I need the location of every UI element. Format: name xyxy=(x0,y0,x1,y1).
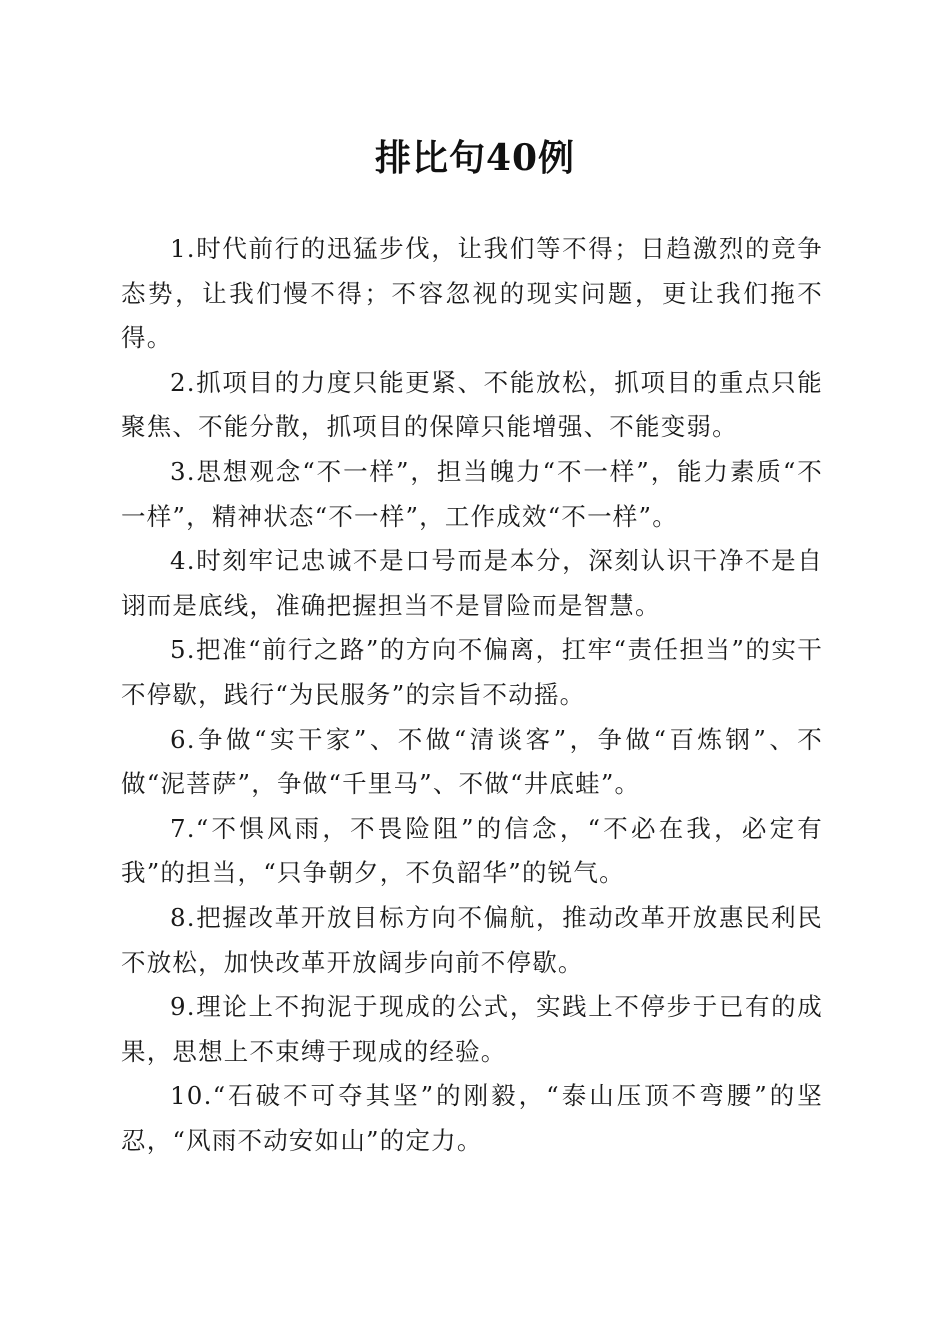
document-body xyxy=(121,227,823,1163)
paragraph-2: 2.抓项目的力度只能更紧、不能放松，抓项目的重点只能聚焦、不能分散，抓项目的保障只能增强、不能变弱。 xyxy=(121,367,823,442)
paragraph-7: 7.“不惧风雨，不畏险阻”的信念，“不必在我，必定有我”的担当，“只争朝夕，不负韶华”的锐气。 xyxy=(121,813,823,888)
paragraph-6: 6.争做“实干家”、不做“清谈客”，争做“百炼钢”、不做“泥菩萨”，争做“千里马”、不做“井底蛙”。 xyxy=(121,724,823,799)
paragraph-9: 9.理论上不拘泥于现成的公式，实践上不停步于已有的成果，思想上不束缚于现成的经验。 xyxy=(121,992,823,1066)
paragraph-3: 3.思想观念“不一样”，担当魄力“不一样”，能力素质“不一样”，精神状态“不一样”，工作成效“不一样”。 xyxy=(121,456,823,531)
paragraph-5: 5.把准“前行之路”的方向不偏离，扛牢“责任担当”的实干不停歇，践行“为民服务”的宗旨不动摇。 xyxy=(121,635,823,709)
paragraph-8: 8.把握改革开放目标方向不偏航，推动改革开放惠民利民不放松，加快改革开放阔步向前不停歇。 xyxy=(121,902,823,977)
paragraph-1: 1.时代前行的迅猛步伐，让我们等不得；日趋激烈的竞争态势，让我们慢不得；不容忽视的现实问题，更让我们拖不得。 xyxy=(121,234,823,353)
document-title: 排比句40例 xyxy=(374,137,576,179)
paragraph-10: 10.“石破不可夺其坚”的刚毅，“泰山压顶不弯腰”的坚忍，“风雨不动安如山”的定力。 xyxy=(121,1081,823,1155)
paragraph-4: 4.时刻牢记忠诚不是口号而是本分，深刻认识干净不是自诩而是底线，准确把握担当不是冒险而是智慧。 xyxy=(121,546,823,620)
